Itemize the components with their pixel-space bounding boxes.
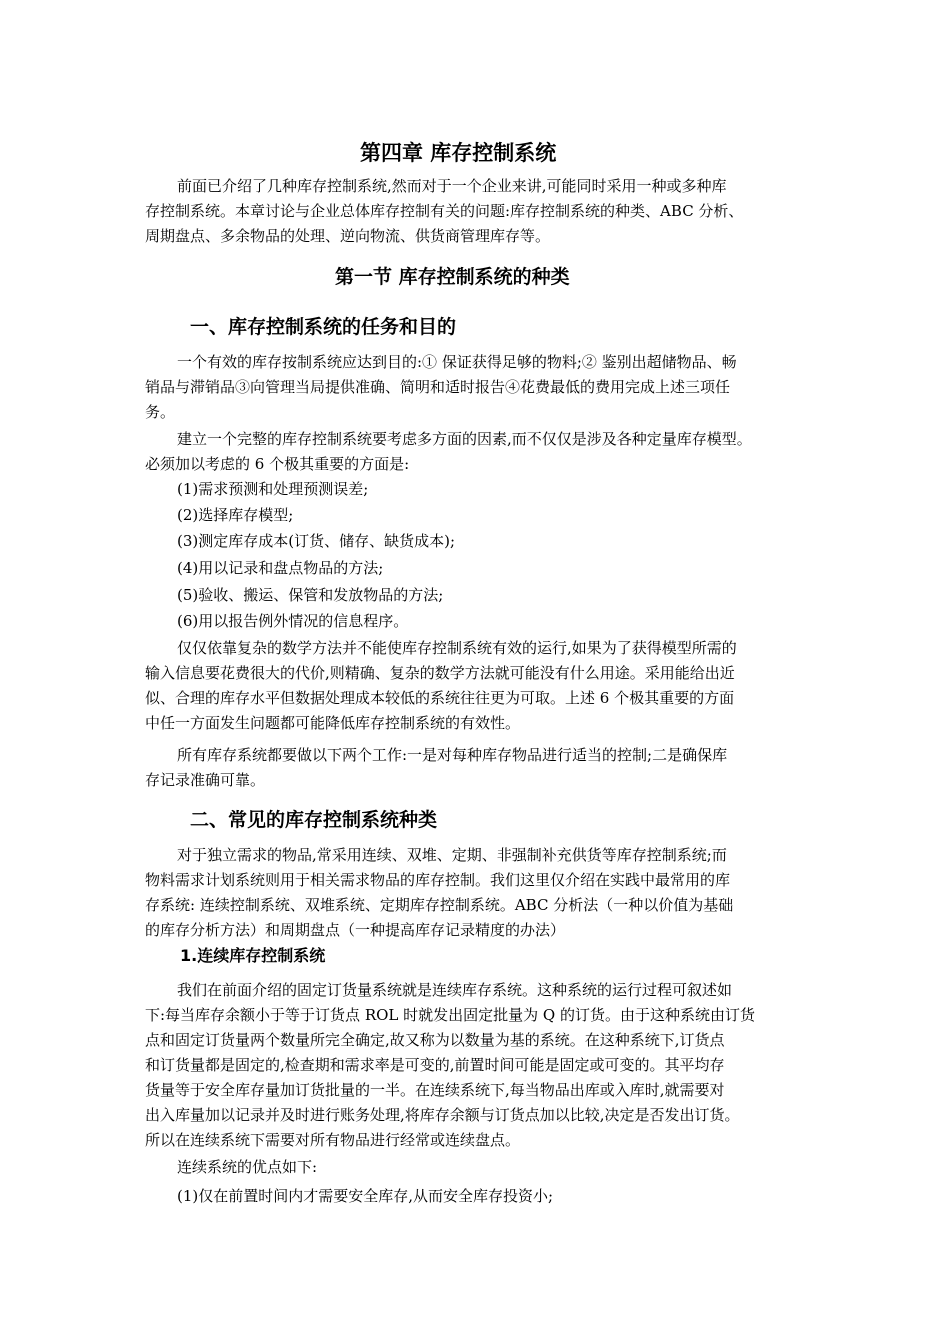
paragraph-line: 销品与滞销品③向管理当局提供准确、简明和适时报告④花费最低的费用完成上述三项任 (145, 378, 731, 396)
paragraph-line: 建立一个完整的库存控制系统要考虑多方面的因素,而不仅仅是涉及各种定量库存模型。 (177, 430, 752, 448)
intro-line: 前面已介绍了几种库存控制系统,然而对于一个企业来讲,可能同时采用一种或多种库 (177, 177, 727, 195)
paragraph-line: 存系统: 连续控制系统、双堆系统、定期库存控制系统。ABC 分析法（一种以价值为基础 (145, 896, 734, 914)
paragraph-line: 必须加以考虑的 6 个极其重要的方面是: (145, 455, 410, 473)
list-item: (2)选择库存模型; (177, 506, 294, 524)
paragraph-line: 输入信息要花费很大的代价,则精确、复杂的数学方法就可能没有什么用途。采用能给出近 (145, 664, 735, 682)
heading-2: 二、常见的库存控制系统种类 (190, 809, 438, 831)
list-item: (5)验收、搬运、保管和发放物品的方法; (177, 586, 444, 604)
paragraph-line: 连续系统的优点如下: (177, 1158, 318, 1176)
paragraph-line: 的库存分析方法）和周期盘点（一种提高库存记录精度的办法） (145, 921, 566, 939)
list-item: (3)测定库存成本(订货、储存、缺货成本); (177, 532, 456, 550)
heading-3: 1.连续库存控制系统 (180, 946, 326, 965)
paragraph-line: 一个有效的库存按制系统应达到目的:① 保证获得足够的物料;② 鉴别出超储物品、畅 (177, 353, 737, 371)
paragraph-line: 我们在前面介绍的固定订货量系统就是连续库存系统。这种系统的运行过程可叙述如 (177, 981, 733, 999)
paragraph-line: 务。 (145, 403, 176, 421)
paragraph-line: 中任一方面发生问题都可能降低库存控制系统的有效性。 (145, 714, 521, 732)
paragraph-line: 仅仅依靠复杂的数学方法并不能使库存控制系统有效的运行,如果为了获得模型所需的 (177, 639, 737, 657)
intro-line: 存控制系统。本章讨论与企业总体库存控制有关的问题:库存控制系统的种类、ABC 分析、 (145, 202, 744, 220)
list-item: (1)仅在前置时间内才需要安全库存,从而安全库存投资小; (177, 1187, 554, 1205)
paragraph-line: 所有库存系统都要做以下两个工作:一是对每种库存物品进行适当的控制;二是确保库 (177, 746, 728, 764)
paragraph-line: 物料需求计划系统则用于相关需求物品的库存控制。我们这里仅介绍在实践中最常用的库 (145, 871, 731, 889)
section-title: 第一节 库存控制系统的种类 (335, 266, 570, 288)
paragraph-line: 和订货量都是固定的,检查期和需求率是可变的,前置时间可能是固定或可变的。其平均存 (145, 1056, 725, 1074)
chapter-title: 第四章 库存控制系统 (360, 141, 557, 165)
paragraph-line: 存记录准确可靠。 (145, 771, 266, 789)
paragraph-line: 点和固定订货量两个数量所完全确定,故又称为以数量为基的系统。在这种系统下,订货点 (145, 1031, 725, 1049)
paragraph-line: 出入库量加以记录并及时进行账务处理,将库存余额与订货点加以比较,决定是否发出订货。 (145, 1106, 740, 1124)
heading-1: 一、库存控制系统的任务和目的 (190, 316, 457, 338)
paragraph-line: 下:每当库存余额小于等于订货点 ROL 时就发出固定批量为 Q 的订货。由于这种系统由订货 (145, 1006, 755, 1024)
list-item: (1)需求预测和处理预测误差; (177, 480, 369, 498)
paragraph-line: 货量等于安全库存量加订货批量的一半。在连续系统下,每当物品出库或入库时,就需要对 (145, 1081, 725, 1099)
list-item: (6)用以报告例外情况的信息程序。 (177, 612, 409, 630)
paragraph-line: 所以在连续系统下需要对所有物品进行经常或连续盘点。 (145, 1131, 521, 1149)
list-item: (4)用以记录和盘点物品的方法; (177, 559, 384, 577)
paragraph-line: 似、合理的库存水平但数据处理成本较低的系统往往更为可取。上述 6 个极其重要的方面 (145, 689, 735, 707)
paragraph-line: 对于独立需求的物品,常采用连续、双堆、定期、非强制补充供货等库存控制系统;而 (177, 846, 727, 864)
intro-line: 周期盘点、多余物品的处理、逆向物流、供货商管理库存等。 (145, 227, 551, 245)
